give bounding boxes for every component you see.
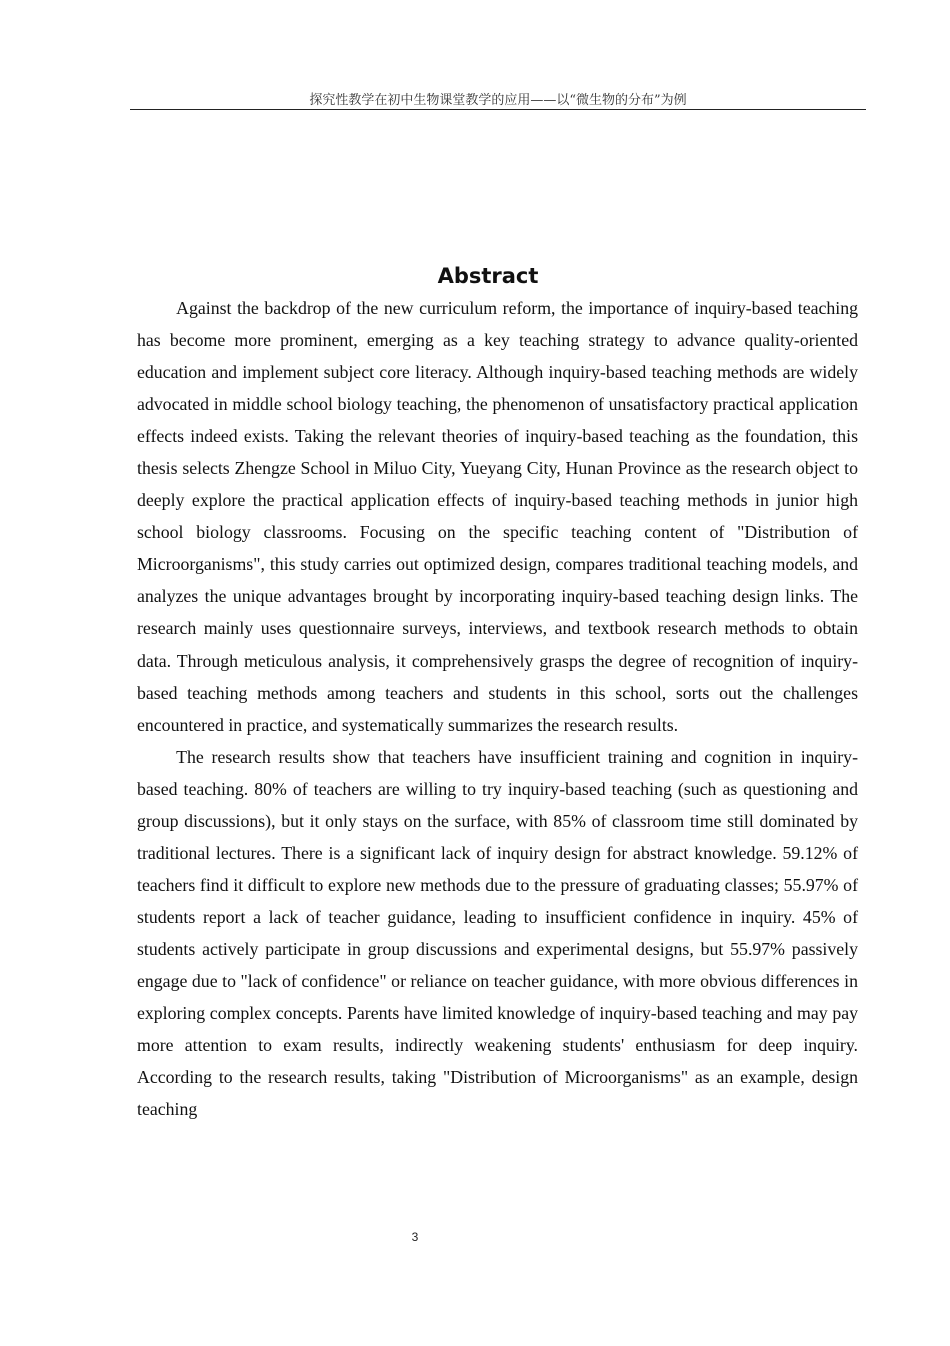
page-number: 3 [411,1230,419,1244]
abstract-paragraph-1: Against the backdrop of the new curriculum reform, the importance of inquiry-based teaching has become more prominent, emerging as a key teaching strategy to advance quality-oriented education and implement subject core literacy. Although inquiry-based teaching methods are widely advocated in middle school biology teaching, the phenomenon of unsatisfactory practical application effects indeed exists. Taking the relevant theories of inquiry-based teaching as the foundation, this thesis selects Zhengze School in Miluo City, Yueyang City, Hunan Province as the research object to deeply explore the practical application effects of inquiry-based teaching methods in junior high school biology classrooms. Focusing on the specific teaching content of "Distribution of Microorganisms", this study carries out optimized design, compares traditional teaching models, and analyzes the unique advantages brought by incorporating inquiry-based teaching design links. The research mainly uses questionnaire surveys, interviews, and textbook research methods to obtain data. Through meticulous analysis, it comprehensively grasps the degree of recognition of inquiry-based teaching methods among teachers and students in this school, sorts out the challenges encountered in practice, and systematically summarizes the research results. [137,298,858,735]
header-divider [130,109,866,110]
running-header: 探究性教学在初中生物课堂教学的应用——以“微生物的分布”为例 [309,93,687,108]
abstract-title: Abstract [437,264,539,288]
abstract-body [137,292,858,1125]
abstract-paragraph-2: The research results show that teachers have insufficient training and cognition in inquiry-based teaching. 80% of teachers are willing to try inquiry-based teaching (such as questioning and group discussions), but it only stays on the surface, with 85% of classroom time still dominated by traditional lectures. There is a significant lack of inquiry design for abstract knowledge. 59.12% of teachers find it difficult to explore new methods due to the pressure of graduating classes; 55.97% of students report a lack of teacher guidance, leading to insufficient confidence in inquiry. 45% of students actively participate in group discussions and experimental designs, but 55.97% passively engage due to "lack of confidence" or reliance on teacher guidance, with more obvious differences in exploring complex concepts. Parents have limited knowledge of inquiry-based teaching and may pay more attention to exam results, indirectly weakening students' enthusiasm for deep inquiry. According to the research results, taking "Distribution of Microorganisms" as an example, design teaching [137,746,858,1120]
